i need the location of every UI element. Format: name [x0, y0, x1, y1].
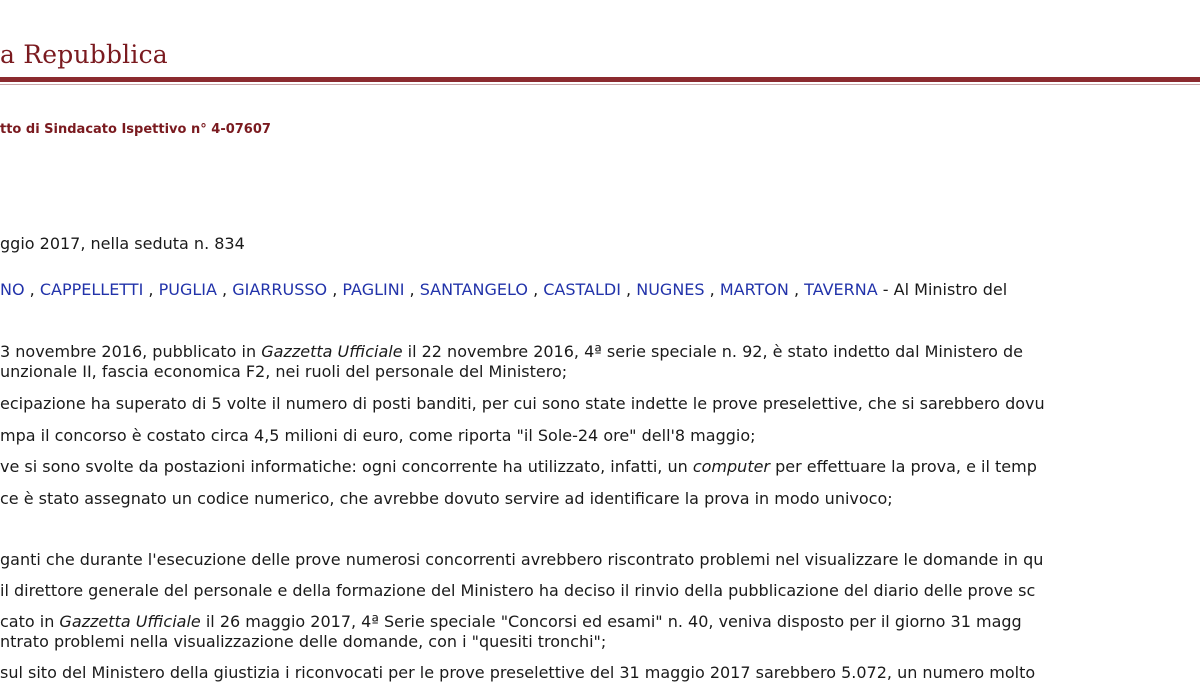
addressee: Al Ministro del: [893, 280, 1008, 299]
signer-separator: ,: [148, 280, 154, 299]
text-span: per effettuare la prova, e il temp: [770, 457, 1037, 476]
paragraph-3: mpa il concorso è costato circa 4,5 milioni di euro, come riporta "il Sole-24 ore" dell'8 maggio;: [0, 426, 756, 445]
signers-line: [0, 280, 1007, 300]
italic-text: Gazzetta Ufficiale: [261, 342, 403, 361]
session-line: ggio 2017, nella seduta n. 834: [0, 234, 245, 253]
act-title: tto di Sindacato Ispettivo n° 4-07607: [0, 122, 271, 137]
title-divider-thin: [0, 84, 1200, 85]
italic-text: Gazzetta Ufficiale: [59, 612, 201, 631]
signer-link[interactable]: GIARRUSSO: [232, 280, 328, 299]
paragraph-7: il direttore generale del personale e della formazione del Ministero ha deciso il rinvio della pubblicazione del diario delle prove sc: [0, 581, 1036, 600]
paragraph-2: ecipazione ha superato di 5 volte il numero di posti banditi, per cui sono state indette le prove preselettive, che si sarebbero dovu: [0, 394, 1045, 413]
signer-link[interactable]: PUGLIA: [158, 280, 217, 299]
paragraph-8: [0, 612, 1022, 632]
text-span: 3 novembre 2016, pubblicato in: [0, 342, 262, 361]
title-divider: [0, 77, 1200, 82]
text-span: il 26 maggio 2017, 4ª Serie speciale "Concorsi ed esami" n. 40, veniva disposto per il giorno 31 magg: [200, 612, 1022, 631]
paragraph-8-continued: ntrato problemi nella visualizzazione delle domande, con i "quesiti tronchi";: [0, 632, 607, 651]
site-title: a Repubblica: [0, 40, 168, 69]
paragraph-5: ce è stato assegnato un codice numerico, che avrebbe dovuto servire ad identificare la prova in modo univoco;: [0, 489, 893, 508]
paragraph-6: ganti che durante l'esecuzione delle prove numerosi concorrenti avrebbero riscontrato problemi nel visualizzare le domande in qu: [0, 550, 1044, 569]
signer-link[interactable]: PAGLINI: [342, 280, 405, 299]
signer-dash: -: [882, 280, 889, 299]
signer-link[interactable]: SANTANGELO: [419, 280, 528, 299]
signer-link[interactable]: CAPPELLETTI: [39, 280, 144, 299]
signer-separator: ,: [29, 280, 35, 299]
text-span: cato in: [0, 612, 60, 631]
signer-separator: ,: [793, 280, 800, 299]
signer-separator: ,: [533, 280, 539, 299]
signer-separator: ,: [709, 280, 715, 299]
signer-separator: ,: [409, 280, 415, 299]
signer-separator: ,: [332, 280, 338, 299]
signer-link[interactable]: CASTALDI: [543, 280, 621, 299]
text-span: ve si sono svolte da postazioni informatiche: ogni concorrente ha utilizzato, infatti, un: [0, 457, 693, 476]
signer-link[interactable]: NO: [0, 280, 25, 299]
signer-separator: ,: [626, 280, 632, 299]
paragraph-9: sul sito del Ministero della giustizia i riconvocati per le prove preselettive del 31 maggio 2017 sarebbero 5.072, un numero molto: [0, 663, 1036, 682]
signer-link[interactable]: NUGNES: [636, 280, 705, 299]
paragraph-1: [0, 342, 1023, 362]
italic-text: computer: [692, 457, 771, 476]
signer-link[interactable]: MARTON: [719, 280, 789, 299]
paragraph-1-continued: unzionale II, fascia economica F2, nei ruoli del personale del Ministero;: [0, 362, 568, 381]
signer-separator: ,: [222, 280, 228, 299]
signer-link[interactable]: TAVERNA: [804, 280, 878, 299]
text-span: il 22 novembre 2016, 4ª serie speciale n. 92, è stato indetto dal Ministero de: [402, 342, 1024, 361]
paragraph-4: [0, 457, 1037, 477]
